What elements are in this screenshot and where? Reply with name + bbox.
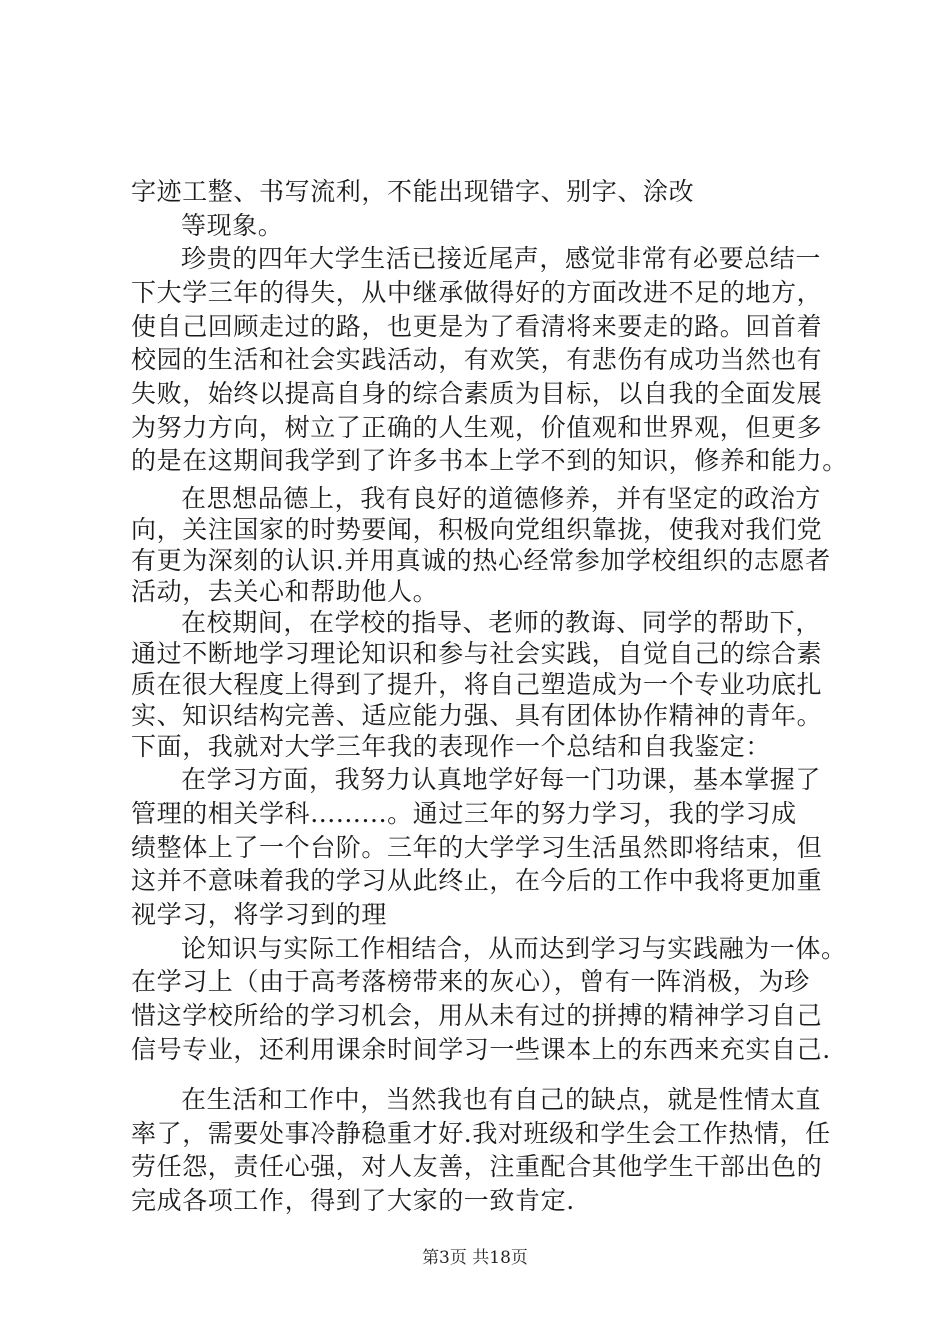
text-line: 实、知识结构完善、适应能力强、具有团体协作精神的青年。 xyxy=(131,701,823,730)
text-line: 在学习方面，我努力认真地学好每一门功课，基本掌握了 xyxy=(181,765,822,794)
text-line: 在校期间，在学校的指导、老师的教诲、同学的帮助下， xyxy=(181,608,822,637)
text-line: 的是在这期间我学到了许多书本上学不到的知识，修养和能力。 xyxy=(131,446,848,475)
text-line: 这并不意味着我的学习从此终止，在今后的工作中我将更加重 xyxy=(131,866,823,895)
text-line: 下大学三年的得失，从中继承做得好的方面改进不足的地方， xyxy=(131,278,823,307)
text-line: 视学习，将学习到的理 xyxy=(131,900,388,929)
page-footer: 第3页 共18页 xyxy=(422,1248,528,1268)
text-line: 信号专业，还利用课余时间学习一些课本上的东西来充实自己. xyxy=(131,1035,831,1064)
text-line: 有更为深刻的认识.并用真诚的热心经常参加学校组织的志愿者 xyxy=(131,546,831,575)
text-line: 劳任怨，责任心强，对人友善，注重配合其他学生干部出色的 xyxy=(131,1152,823,1181)
text-line: 惜这学校所给的学习机会，用从未有过的拼搏的精神学习自己 xyxy=(131,1001,823,1030)
text-line: 论知识与实际工作相结合，从而达到学习与实践融为一体。 xyxy=(181,934,847,963)
text-line: 在生活和工作中，当然我也有自己的缺点，就是性情太直 xyxy=(181,1085,822,1114)
text-line: 在学习上（由于高考落榜带来的灰心），曾有一阵消极，为珍 xyxy=(131,967,810,996)
text-line: 字迹工整、书写流利，不能出现错字、别字、涂改 xyxy=(131,177,695,206)
text-line: 为努力方向，树立了正确的人生观，价值观和世界观，但更多 xyxy=(131,413,823,442)
text-line: 珍贵的四年大学生活已接近尾声，感觉非常有必要总结一 xyxy=(181,244,822,273)
text-line: 率了，需要处事冷静稳重才好.我对班级和学生会工作热情，任 xyxy=(131,1119,831,1148)
text-line: 完成各项工作，得到了大家的一致肯定. xyxy=(131,1186,575,1215)
text-line: 质在很大程度上得到了提升，将自己塑造成为一个专业功底扎 xyxy=(131,670,823,699)
text-line: 使自己回顾走过的路，也更是为了看清将来要走的路。回首着 xyxy=(131,312,823,341)
text-line: 通过不断地学习理论知识和参与社会实践，自觉自己的综合素 xyxy=(131,639,823,668)
text-line: 绩整体上了一个台阶。三年的大学学习生活虽然即将结束，但 xyxy=(131,833,823,862)
text-line: 在思想品德上，我有良好的道德修养，并有坚定的政治方 xyxy=(181,484,822,513)
text-line: 失败，始终以提高自身的综合素质为目标，以自我的全面发展 xyxy=(131,379,823,408)
text-line: 管理的相关学科.........。通过三年的努力学习，我的学习成 xyxy=(131,799,797,828)
text-line: 等现象。 xyxy=(181,211,284,240)
text-line: 向，关注国家的时势要闻，积极向党组织靠拢，使我对我们党 xyxy=(131,515,823,544)
text-line: 下面，我就对大学三年我的表现作一个总结和自我鉴定： xyxy=(131,732,772,761)
text-line: 活动，去关心和帮助他人。 xyxy=(131,577,439,606)
text-line: 校园的生活和社会实践活动，有欢笑，有悲伤有成功当然也有 xyxy=(131,345,823,374)
